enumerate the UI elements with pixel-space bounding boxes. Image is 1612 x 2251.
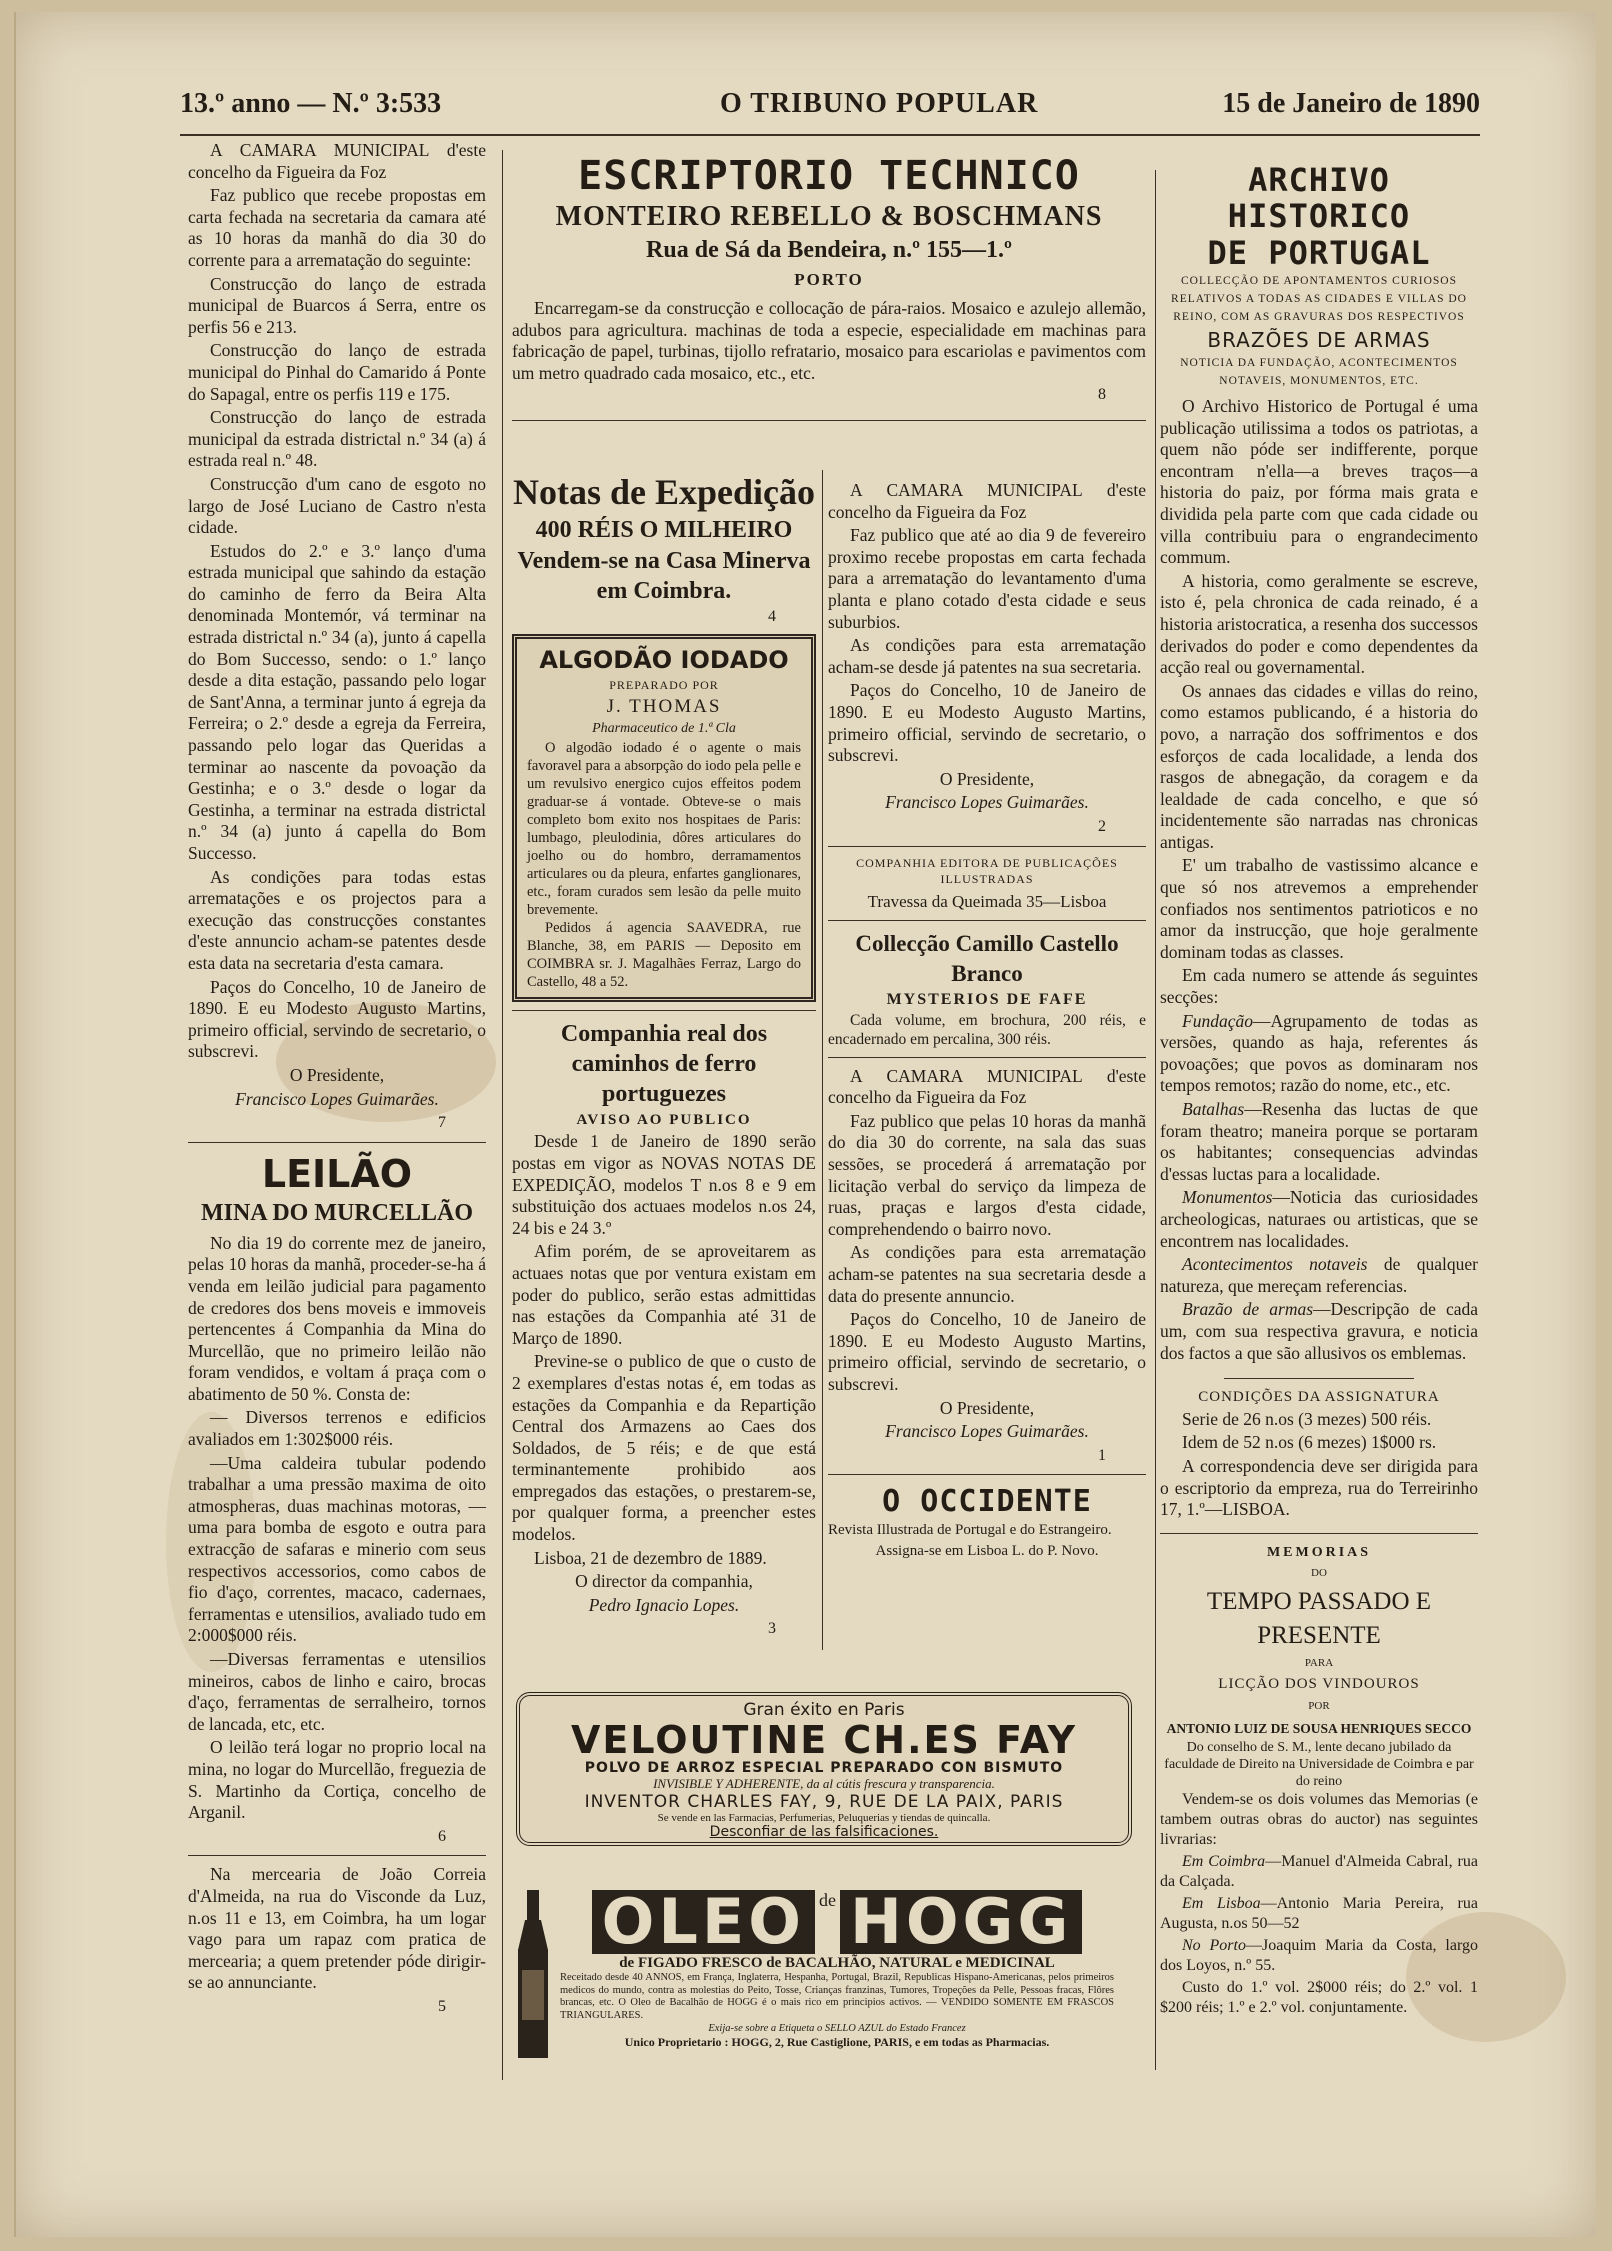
divider <box>828 1474 1146 1475</box>
veloutine-title: VELOUTINE CH.ES FAY <box>570 1718 1077 1762</box>
column-rule <box>502 150 503 2080</box>
notice-number: 5 <box>438 1997 446 2015</box>
paragraph: Lisboa, 21 de dezembro de 1889. <box>534 1547 767 1568</box>
occidente-sub: Assigna-se em Lisboa L. do P. Novo. <box>875 1543 1099 1560</box>
leilao-subtitle: MINA DO MURCELLÃO <box>200 1199 473 1226</box>
bookseller: No Porto—Joaquim Maria da Costa, largo dos Loyos, n.º 55. <box>1160 1937 1478 1975</box>
camara-notice-intro: A CAMARA MUNICIPAL d'este concelho da Figueira da Foz <box>188 140 486 182</box>
signature: Francisco Lopes Guimarães. <box>235 1088 439 1109</box>
paragraph: Construcção d'um cano de esgoto no largo de José Luciano de Castro n'esta cidade. <box>188 473 486 538</box>
memorias-desc: Do conselho de S. M., lente decano jubilado da faculdade de Direito na Universidade de Coimbra e par do reino <box>1164 1740 1474 1790</box>
memorias-main: TEMPO PASSADO E PRESENTE <box>1206 1587 1432 1649</box>
occidente-title: O OCCIDENTE <box>882 1484 1092 1520</box>
notice-number: 6 <box>438 1827 446 1845</box>
algodao-prep: PREPARADO POR <box>609 677 719 692</box>
notice-number: 1 <box>1098 1446 1106 1464</box>
section-key: Fundação <box>1182 1010 1253 1031</box>
veloutine-ad <box>516 1692 1132 1846</box>
oleo-word: OLEO <box>592 1890 815 1954</box>
veloutine-line1: POLVO DE ARROZ ESPECIAL PREPARADO CON BISMUTO <box>584 1760 1064 1776</box>
archivo-sub-2: BRAZÕES DE ARMAS <box>1207 328 1431 352</box>
paragraph: As condições para esta arrematação acham-se patentes na sua secretaria desde a data do presente annuncio. <box>828 1242 1146 1306</box>
paragraph: O leilão terá logar no proprio local na mina, no logar do Murcellão, freguezia de S. Martinho da Cortiça, concelho de Arganil. <box>188 1737 486 1823</box>
divider <box>188 1855 486 1856</box>
column-3 <box>828 480 1146 1563</box>
column-rule <box>822 470 823 1650</box>
camara-notice-intro: A CAMARA MUNICIPAL d'este concelho da Figueira da Foz <box>828 1065 1146 1108</box>
masthead-rule <box>180 134 1480 136</box>
hogg-line1: de FIGADO FRESCO de BACALHÃO, NATURAL e MEDICINAL <box>619 1955 1055 1971</box>
section-key: Batalhas <box>1182 1099 1245 1119</box>
escriptorio-title: ESCRIPTORIO TECHNICO <box>578 153 1080 199</box>
escriptorio-ad <box>512 140 1146 429</box>
section-key: Brazão de armas <box>1182 1299 1314 1320</box>
hogg-de: de <box>818 1890 836 1910</box>
cp-subtitle: AVISO AO PUBLICO <box>576 1112 752 1129</box>
veloutine-top: Gran éxito en Paris <box>743 1700 905 1720</box>
condition-item: Serie de 26 n.os (3 mezes) 500 réis. <box>1182 1408 1432 1429</box>
veloutine-line4: Se vende en las Farmacias, Perfumerias, Peluquerias y tiendas de quincalla. <box>657 1812 991 1824</box>
divider <box>512 420 1146 421</box>
paragraph: Os annaes das cidades e villas do reino, como estamos publicando, é a historia do povo, a narração dos soffrimentos e dos esforços de cada localidade, a lenda dos rasgos de abnegação, da coragem e da lealdade de cada concelho, e que só incidentemente são narradas nas chronicas antigas. <box>1160 680 1478 852</box>
issue-date: 15 de Janeiro de 1890 <box>1222 88 1480 119</box>
condition-item: Idem de 52 n.os (6 mezes) 1$000 rs. <box>1182 1432 1437 1453</box>
president-label: O Presidente, <box>939 1397 1035 1418</box>
hogg-line2: Receitado desde 40 ANNOS, em França, Inglaterra, Hespanha, Portugal, Brazil, Republicas Hispano-Americanas, pelos primeiros medicos do mundo, contra as molestias do Peito, Tosse, Crianças franzinas, Tumores, Tropeções da Pelle, Pessoas fracas, Flôres brancas, etc. O Oleo de Bacalhão de HOGG é o mais rico em principios activos. — VENDIDO SOMENTE EM FRASCOS TRIANGULARES. <box>560 1972 1114 2021</box>
notice-number: 8 <box>1098 386 1106 404</box>
veloutine-line5: Desconfiar de las falsificaciones. <box>709 1824 939 1840</box>
paragraph: E' um trabalho de vastissimo alcance e que só nos atrevemos a emprehender confiados nos sentimentos patrioticos e no amor da instrucção, que hoje geralmente dominam todas as classes. <box>1160 855 1478 962</box>
paragraph: —Diversas ferramentas e utensilios mineiros, cabos de linho e cairo, brocas d'aço, ferramentas de serralheiro, tornos de lancada, etc, etc. <box>188 1649 486 1734</box>
hogg-ad <box>516 1885 1118 2066</box>
divider <box>828 920 1146 921</box>
president-label: O Presidente, <box>289 1064 385 1085</box>
memorias-do: DO <box>1311 1567 1327 1580</box>
algodao-ad <box>512 634 816 1003</box>
notice-number: 4 <box>768 608 776 625</box>
paragraph: Estudos do 2.º e 3.º lanço d'uma estrada municipal que sahindo da estação do caminho de ferro da Beira Alta denominada Montemór, vá terminar na estrada districtal n.º 34 (a), junto á capella do Bom Successo, sendo: o 1.º lanço desde a dita estação, passando pelo logar de Sant'Anna, a terminar junto á egreja da Ferreira; o 2.º desde a egreja da Ferreira, passando pelo logar das Queridas a terminar ao nascente da povoação da Gestinha; e o 3.º desde o logar da Gestinha, a terminar na estrada districtal n.º 34 (a) junto á capella do Bom Successo. <box>188 540 486 863</box>
notas-body: Vendem-se na Casa Minerva em Coimbra. <box>517 548 811 604</box>
hogg-word: HOGG <box>840 1890 1082 1954</box>
escriptorio-address: Rua de Sá da Bendeira, n.º 155—1.º <box>646 237 1012 263</box>
newspaper-title: O TRIBUNO POPULAR <box>720 88 1039 119</box>
camillo-title: Collecção Camillo Castello Branco <box>855 931 1119 987</box>
paragraph: Em cada numero se attende ás seguintes secções: <box>1160 965 1478 1008</box>
column-2 <box>512 470 816 1640</box>
paragraph: Custo do 1.º vol. 2$000 réis; do 2.º vol. 1 $200 réis; 1.º e 2.º vol. conjuntamente. <box>1160 1979 1478 2017</box>
section-key: Acontecimentos notaveis <box>1182 1254 1368 1275</box>
paragraph: Desde 1 de Janeiro de 1890 serão postas em vigor as NOVAS NOTAS DE EXPEDIÇÃO, modelos T n.os 8 e 9 em substituição dos actuaes modelos n.os 24, 24 bis e 24 3.º <box>512 1131 816 1238</box>
memorias-para: PARA <box>1304 1656 1334 1669</box>
paragraph: A correspondencia deve ser dirigida para o escriptorio da empreza, rua do Terreirinho 17, 1.º—LISBOA. <box>1160 1455 1478 1520</box>
divider <box>828 846 1146 847</box>
memorias-author: ANTONIO LUIZ DE SOUSA HENRIQUES SECCO <box>1166 1720 1472 1736</box>
paragraph: As condições para todas estas arrematações e os projectos para a execução das construcções constantes d'este annuncio acham-se patentes desde esta data na secretaria d'esta camara. <box>188 866 486 973</box>
bottle-icon <box>512 1890 554 2062</box>
paragraph: Paços do Concelho, 10 de Janeiro de 1890. E eu Modesto Augusto Martins, primeiro official, servindo de secretario, o subscrevi. <box>188 976 486 1062</box>
signature: Pedro Ignacio Lopes. <box>588 1594 740 1615</box>
algodao-title: ALGODÃO IODADO <box>539 645 789 674</box>
leilao-title: LEILÃO <box>261 1151 413 1196</box>
divider <box>512 1010 816 1011</box>
divider <box>828 1057 1146 1058</box>
paragraph: As condições para esta arrematação acham-se desde já patentes na sua secretaria. <box>828 635 1146 677</box>
veloutine-line2: INVISIBLE Y ADHERENTE, da al cútis frescura y transparencia. <box>653 1776 995 1791</box>
paragraph: Faz publico que recebe propostas em carta fechada na secretaria da camara até as 10 horas da manhã do dia 30 do corrente para a arrematação do seguinte: <box>188 185 486 270</box>
hogg-line4: Unico Proprietario : HOGG, 2, Rue Castiglione, PARIS, e em todas as Pharmacias. <box>624 2035 1050 2049</box>
memorias-title: MEMORIAS <box>1266 1544 1372 1560</box>
occidente-body: Revista Illustrada de Portugal e do Estrangeiro. <box>828 1522 1112 1539</box>
divider <box>1224 1378 1415 1379</box>
bookseller: Em Coimbra—Manuel d'Almeida Cabral, rua da Calçada. <box>1160 1853 1478 1891</box>
paragraph: Faz publico que pelas 10 horas da manhã do dia 30 do corrente, na sala das suas sessões, se procederá á arrematação por licitação verbal do serviço da limpeza de ruas, praças e largos d'esta cidade, comprehendendo o bairro novo. <box>828 1110 1146 1239</box>
cp-title: Companhia real dos caminhos de ferro portuguezes <box>560 1021 768 1108</box>
paragraph: Paços do Concelho, 10 de Janeiro de 1890. E eu Modesto Augusto Martins, primeiro official, servindo de secretario, o subscrevi. <box>828 680 1146 766</box>
paragraph: O Archivo Historico de Portugal é uma publicação utilissima a todos os patriotas, a quem não póde ser indifferente, porque encontram n'ella—a breves traços—a historia do paiz, por fórma mais grata e dividida pela parte com que cada cidade ou villa contribuiu para o engrandecimento commum. <box>1160 396 1478 568</box>
paragraph: Afim porém, de se aproveitarem as actuaes notas que por ventura existam em poder do publico, serão estas admittidas nas estações da Companhia até 31 de Março de 1890. <box>512 1241 816 1348</box>
paragraph: Na mercearia de João Correia d'Almeida, na rua do Visconde da Luz, n.os 11 e 13, em Coimbra, ha um logar vago para um rapaz com pratica de mercearia; a quem pretender póde dirigir-se ao annunciante. <box>188 1864 486 1993</box>
divider <box>188 1142 486 1143</box>
archivo-title-2: DE PORTUGAL <box>1207 234 1431 272</box>
paragraph: Vendem-se os dois volumes das Memorias (e tambem outras obras do auctor) nas seguintes livrarias: <box>1160 1791 1478 1849</box>
paragraph: Construcção do lanço de estrada municipal da estrada districtal n.º 34 (a) á estrada real n.º 48. <box>188 407 486 471</box>
archivo-sub-3: NOTICIA DA FUNDAÇÃO, ACONTECIMENTOS NOTAVEIS, MONUMENTOS, ETC. <box>1180 357 1458 387</box>
director-label: O director da companhia, <box>575 1571 753 1592</box>
archivo-sub-1: COLLECÇÃO DE APONTAMENTOS CURIOSOS RELATIVOS A TODAS AS CIDADES E VILLAS DO REINO, COM AS GRAVURAS DOS RESPECTIVOS <box>1171 275 1467 323</box>
editora-address: Travessa da Queimada 35—Lisboa <box>867 891 1107 911</box>
memorias-licao: LICÇÃO DOS VINDOUROS <box>1218 1676 1420 1693</box>
column-rule <box>1155 170 1156 2070</box>
algodao-pharm: Pharmaceutico de 1.ª Cla <box>592 720 736 736</box>
paragraph: — Diversos terrenos e edificios avaliados em 1:302$000 réis. <box>188 1407 486 1450</box>
divider <box>1160 1533 1478 1534</box>
memorias-por: POR <box>1308 1700 1330 1713</box>
section-item: Monumentos—Noticia das curiosidades archeologicas, naturaes ou artisticas, que se encontrem nas localidades. <box>1160 1187 1478 1251</box>
editora-title: COMPANHIA EDITORA DE PUBLICAÇÕES ILLUSTRADAS <box>856 855 1118 886</box>
notice-number: 2 <box>1098 817 1106 835</box>
section-key: Monumentos <box>1182 1187 1273 1208</box>
section-item: Brazão de armas—Descripção de cada um, com sua respectiva gravura, e noticia dos factos a que são allusivos os emblemas. <box>1160 1299 1478 1363</box>
paragraph: No dia 19 do corrente mez de janeiro, pelas 10 horas da manhã, proceder-se-ha á venda em leilão judicial para pagamento de credores dos bens moveis e immoveis pertencentes á Companhia da Mina do Murcellão, que no primeiro leilão não foram vendidos, e voltam á praça com o abatimento de 50 %. Consta de: <box>188 1232 486 1404</box>
paragraph: Cada volume, em brochura, 200 réis, e encadernado em percalina, 300 réis. <box>828 1011 1146 1048</box>
signature: Francisco Lopes Guimarães. <box>885 792 1089 813</box>
escriptorio-names: MONTEIRO REBELLO & BOSCHMANS <box>555 201 1103 232</box>
paragraph: A historia, como geralmente se escreve, isto é, pela chronica de cada reinado, é a historia aristocratica, a resenha dos successos derivados do poder e como dependentes da acção real ou governamental. <box>1160 570 1478 678</box>
section-item: Batalhas—Resenha das luctas de que foram theatro; maneira porque se portaram os habitantes; consequencias advindas d'essas luctas para a localidade. <box>1160 1099 1478 1184</box>
escriptorio-body: Encarregam-se da construcção e collocação de pára-raios. Mosaico e azulejo allemão, adubos para agricultura. machinas de toda a especie, especialidade em machinas para fabricação de papel, turbinas, tijollo refratario, mosaico para escariolas e pavimentos com um metro quadrado cada mosaico, etc., etc. <box>512 298 1146 383</box>
notice-number: 7 <box>438 1114 446 1132</box>
conditions-title: CONDIÇÕES DA ASSIGNATURA <box>1198 1389 1440 1406</box>
paragraph: Previne-se o publico de que o custo de 2 exemplares d'estas notas é, em todas as estações da Companhia e da Repartição Central dos Armazens ao Caes dos Soldados, de 5 réis; e de que está terminantemente prohibido aos empregados das estações, o prestarem-se, por qualquer forma, a preencher estes modelos. <box>512 1351 816 1545</box>
column-1 <box>188 140 486 2018</box>
paragraph: Construcção do lanço de estrada municipal do Pinhal do Camarido á Ponte do Sapagal, entre os perfis 119 e 175. <box>188 340 486 404</box>
notice-number: 3 <box>768 1620 776 1638</box>
bookseller: Em Lisboa—Antonio Maria Pereira, rua Augusta, n.os 50—52 <box>1160 1895 1478 1933</box>
hogg-line3: Exija-se sobre a Etiqueta o SELLO AZUL do Estado Francez <box>708 2023 966 2034</box>
notas-price: 400 RÉIS O MILHEIRO <box>535 517 793 543</box>
camillo-subtitle: MYSTERIOS DE FAFE <box>886 991 1088 1009</box>
signature: Francisco Lopes Guimarães. <box>885 1421 1089 1442</box>
archivo-title-1: ARCHIVO HISTORICO <box>1227 161 1411 235</box>
section-item: Fundação—Agrupamento de todas as versões, quando as haja, referentes ás povoações; que povos as dominaram nos tempos remotos; razão do nome, etc., etc. <box>1160 1010 1478 1096</box>
paragraph: —Uma caldeira tubular podendo trabalhar a uma pressão maxima de oito atmospheras, duas machinas motoras, —uma para bomba de esgoto e outra para extracção de safaras e minerio com seus respectivos accessorios, como cabos de fio d'aço, correntes, macaco, cadernaes, ferramentas e utensilios, avaliado tudo em 2:000$000 réis. <box>188 1452 486 1646</box>
notas-title: Notas de Expedição <box>512 472 815 512</box>
algodao-name: J. THOMAS <box>606 696 722 718</box>
escriptorio-city: PORTO <box>794 270 864 289</box>
algodao-agency: Pedidos á agencia SAAVEDRA, rue Blanche, 38, em PARIS — Deposito em COIMBRA sr. J. Magalhães Ferraz, Largo do Castello, 48 a 52. <box>527 920 801 991</box>
issue-number: 13.º anno — N.º 3:533 <box>180 88 442 119</box>
paragraph: Construcção do lanço de estrada municipal de Buarcos á Serra, entre os perfis 56 e 213. <box>188 273 486 337</box>
president-label: O Presidente, <box>939 768 1035 789</box>
veloutine-line3: INVENTOR CHARLES FAY, 9, RUE DE LA PAIX, PARIS <box>584 1792 1064 1812</box>
camara-notice-intro: A CAMARA MUNICIPAL d'este concelho da Figueira da Foz <box>828 480 1146 522</box>
paragraph: Paços do Concelho, 10 de Janeiro de 1890. E eu Modesto Augusto Martins, primeiro official, servindo de secretario, o subscrevi. <box>828 1309 1146 1394</box>
paragraph: Faz publico que até ao dia 9 de fevereiro proximo recebe propostas em carta fechada para a arrematação do levantamento d'uma planta e plano cotado d'esta cidade e seus suburbios. <box>828 525 1146 632</box>
algodao-body: O algodão iodado é o agente o mais favoravel para a absorpção do iodo pela pelle e um revulsivo energico cujos effeitos podem graduar-se á vontade. Obteve-se o mais completo bom exito nos hospitaes de Paris: lumbago, pleulodinia, dôres articulares do joelho ou do hombro, derramamentos articulares ou da pleura, enfartes ganglionares, etc., foram curados sem lesão da pelle muito brevemente. <box>527 740 801 919</box>
section-item: Acontecimentos notaveis de qualquer natureza, que mereçam referencias. <box>1160 1254 1478 1296</box>
column-4 <box>1160 162 1478 2020</box>
masthead <box>180 88 1480 128</box>
